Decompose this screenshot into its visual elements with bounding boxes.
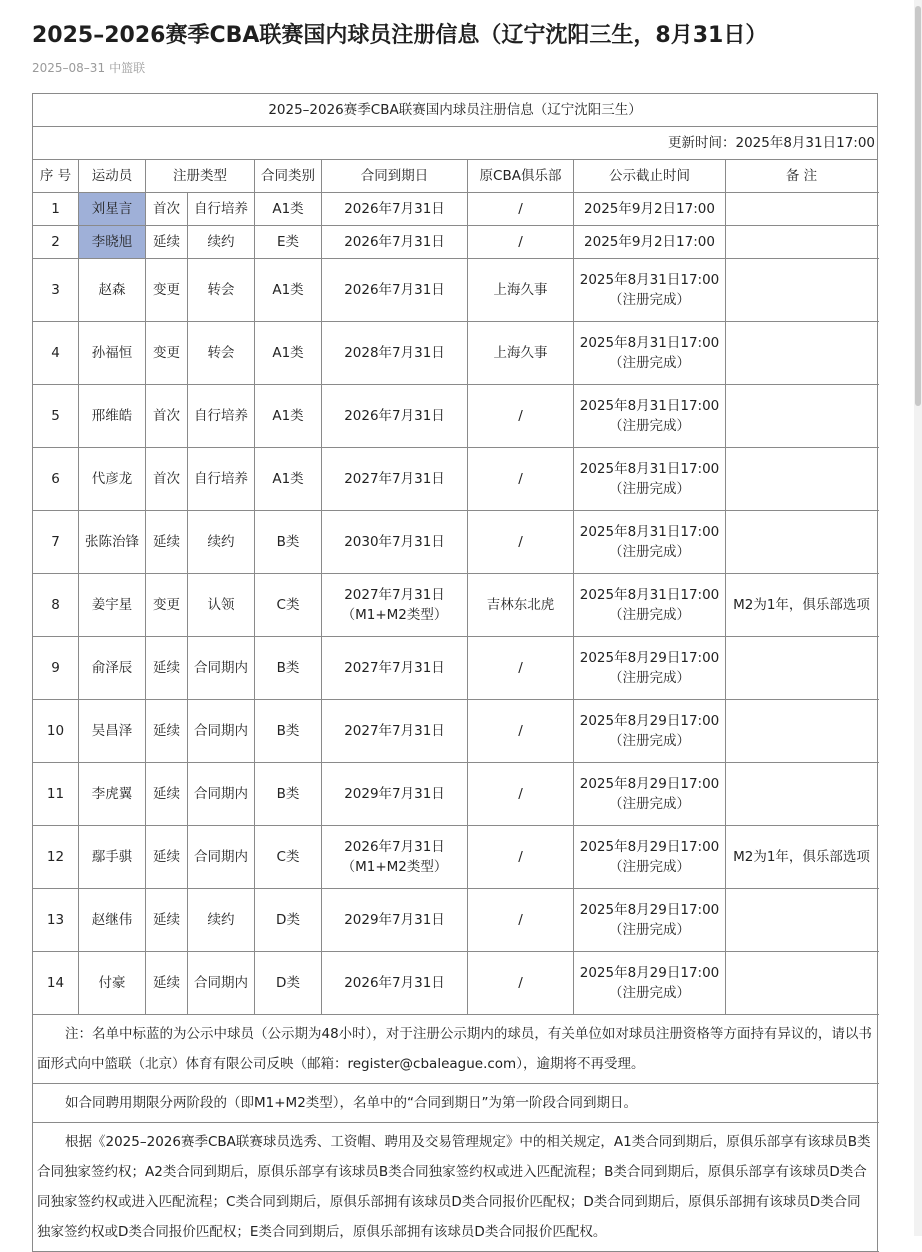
table-row bbox=[33, 322, 878, 385]
registration-type bbox=[146, 448, 255, 511]
row-number: 9 bbox=[33, 637, 79, 700]
contract-expiry bbox=[322, 511, 468, 574]
contract-type: A1类 bbox=[255, 448, 322, 511]
row-number: 14 bbox=[33, 952, 79, 1015]
table-row bbox=[33, 826, 878, 889]
table-row bbox=[33, 952, 878, 1015]
contract-type: B类 bbox=[255, 637, 322, 700]
registration-type bbox=[146, 826, 255, 889]
header-registration-type: 注册类型 bbox=[146, 160, 255, 193]
publication-deadline bbox=[574, 826, 726, 889]
contract-type: A1类 bbox=[255, 385, 322, 448]
row-number: 8 bbox=[33, 574, 79, 637]
publication-deadline-line1: 2025年8月29日17:00 bbox=[579, 776, 720, 792]
player-name: 孙福恒 bbox=[79, 322, 146, 385]
former-club: 上海久事 bbox=[468, 322, 574, 385]
header-contract-expiry: 合同到期日 bbox=[322, 160, 468, 193]
publication-deadline-line1: 2025年8月29日17:00 bbox=[579, 965, 720, 981]
table-row bbox=[33, 700, 878, 763]
former-club: / bbox=[468, 826, 574, 889]
publication-deadline bbox=[574, 259, 726, 322]
publication-deadline-line2: （注册完成） bbox=[609, 922, 690, 938]
registration-detail: 合同期内 bbox=[194, 975, 248, 991]
note-row bbox=[33, 1084, 878, 1123]
remarks bbox=[726, 511, 878, 574]
registration-kind: 首次 bbox=[146, 385, 188, 447]
remarks: M2为1年，俱乐部选项 bbox=[726, 574, 878, 637]
remarks bbox=[726, 193, 878, 226]
registration-detail: 转会 bbox=[207, 345, 235, 361]
remarks bbox=[726, 385, 878, 448]
header-contract-type: 合同类别 bbox=[255, 160, 322, 193]
contract-expiry bbox=[322, 637, 468, 700]
contract-expiry bbox=[322, 763, 468, 826]
player-name: 鄢手骐 bbox=[79, 826, 146, 889]
registration-kind: 变更 bbox=[146, 322, 188, 384]
registration-kind: 延续 bbox=[146, 826, 188, 888]
publication-deadline bbox=[574, 889, 726, 952]
remarks bbox=[726, 763, 878, 826]
registration-detail: 认领 bbox=[207, 597, 235, 613]
header-player: 运动员 bbox=[79, 160, 146, 193]
publication-deadline-line1: 2025年8月29日17:00 bbox=[579, 839, 720, 855]
scrollbar-track[interactable] bbox=[914, 0, 922, 1236]
registration-detail: 续约 bbox=[207, 234, 235, 250]
publication-deadline-line2: （注册完成） bbox=[609, 607, 690, 623]
table-row bbox=[33, 511, 878, 574]
contract-type: B类 bbox=[255, 763, 322, 826]
registration-detail: 自行培养 bbox=[194, 201, 248, 217]
contract-expiry-line2: （M1+M2类型） bbox=[341, 859, 448, 875]
contract-expiry bbox=[322, 193, 468, 226]
remarks bbox=[726, 259, 878, 322]
registration-kind: 首次 bbox=[146, 448, 188, 510]
registration-type bbox=[146, 259, 255, 322]
former-club: / bbox=[468, 763, 574, 826]
table-row bbox=[33, 763, 878, 826]
contract-type: E类 bbox=[255, 226, 322, 259]
former-club: / bbox=[468, 226, 574, 259]
registration-detail: 自行培养 bbox=[194, 471, 248, 487]
row-number: 11 bbox=[33, 763, 79, 826]
contract-expiry bbox=[322, 889, 468, 952]
former-club: / bbox=[468, 193, 574, 226]
table-row bbox=[33, 193, 878, 226]
registration-detail: 合同期内 bbox=[194, 723, 248, 739]
publication-deadline-line2: （注册完成） bbox=[609, 733, 690, 749]
header-no: 序 号 bbox=[33, 160, 79, 193]
former-club: / bbox=[468, 448, 574, 511]
publication-deadline-line1: 2025年8月31日17:00 bbox=[579, 524, 720, 540]
publication-deadline-line1: 2025年8月29日17:00 bbox=[579, 902, 720, 918]
former-club: 吉林东北虎 bbox=[468, 574, 574, 637]
publication-deadline bbox=[574, 574, 726, 637]
publication-deadline-line2: （注册完成） bbox=[609, 985, 690, 1001]
note-content: 如合同聘用期限分两阶段的（即M1+M2类型），名单中的“合同到期日”为第一阶段合同到期日。 bbox=[65, 1095, 638, 1111]
row-number: 1 bbox=[33, 193, 79, 226]
registration-type bbox=[146, 889, 255, 952]
contract-type: B类 bbox=[255, 700, 322, 763]
player-name: 张陈治锋 bbox=[79, 511, 146, 574]
header-former-club: 原CBA俱乐部 bbox=[468, 160, 574, 193]
registration-kind: 首次 bbox=[146, 193, 188, 225]
publication-deadline-line1: 2025年8月31日17:00 bbox=[579, 272, 720, 288]
registration-type bbox=[146, 700, 255, 763]
publication-deadline bbox=[574, 226, 726, 259]
contract-expiry bbox=[322, 700, 468, 763]
note-text bbox=[33, 1015, 878, 1084]
registration-detail: 自行培养 bbox=[194, 408, 248, 424]
contract-expiry bbox=[322, 385, 468, 448]
publication-deadline bbox=[574, 193, 726, 226]
registration-type bbox=[146, 574, 255, 637]
contract-expiry bbox=[322, 826, 468, 889]
contract-type: B类 bbox=[255, 511, 322, 574]
contract-expiry-line1: 2029年7月31日 bbox=[344, 786, 445, 802]
registration-kind: 延续 bbox=[146, 511, 188, 573]
contract-expiry bbox=[322, 226, 468, 259]
registration-kind: 变更 bbox=[146, 259, 188, 321]
note-text bbox=[33, 1084, 878, 1123]
row-number: 3 bbox=[33, 259, 79, 322]
publication-deadline-line2: （注册完成） bbox=[609, 355, 690, 371]
contract-expiry-line1: 2026年7月31日 bbox=[344, 234, 445, 250]
player-name: 赵继伟 bbox=[79, 889, 146, 952]
contract-type: A1类 bbox=[255, 259, 322, 322]
player-name: 吴昌泽 bbox=[79, 700, 146, 763]
remarks: M2为1年，俱乐部选项 bbox=[726, 826, 878, 889]
table-row bbox=[33, 637, 878, 700]
update-value: 2025年8月31日17:00 bbox=[735, 135, 876, 151]
table-row bbox=[33, 574, 878, 637]
player-name: 李虎翼 bbox=[79, 763, 146, 826]
publication-deadline bbox=[574, 385, 726, 448]
former-club: / bbox=[468, 700, 574, 763]
publication-deadline-line2: （注册完成） bbox=[609, 670, 690, 686]
update-label: 更新时间： bbox=[667, 135, 736, 151]
registration-detail: 合同期内 bbox=[194, 660, 248, 676]
table-row bbox=[33, 259, 878, 322]
publication-deadline-line1: 2025年8月31日17:00 bbox=[579, 335, 720, 351]
update-time bbox=[33, 127, 878, 160]
remarks bbox=[726, 952, 878, 1015]
contract-expiry-line1: 2026年7月31日 bbox=[344, 282, 445, 298]
contract-type: C类 bbox=[255, 826, 322, 889]
registration-type bbox=[146, 385, 255, 448]
contract-expiry bbox=[322, 259, 468, 322]
contract-expiry-line1: 2026年7月31日 bbox=[344, 201, 445, 217]
row-number: 6 bbox=[33, 448, 79, 511]
table-row bbox=[33, 385, 878, 448]
contract-expiry-line1: 2026年7月31日 bbox=[344, 408, 445, 424]
registration-detail: 转会 bbox=[207, 282, 235, 298]
player-name: 姜宇星 bbox=[79, 574, 146, 637]
contract-expiry-line1: 2026年7月31日 bbox=[344, 839, 445, 855]
table-row bbox=[33, 889, 878, 952]
update-time-row bbox=[33, 127, 878, 160]
registration-type bbox=[146, 637, 255, 700]
note-content: 注：名单中标蓝的为公示中球员（公示期为48小时），对于注册公示期内的球员，有关单位如对球员注册资格等方面持有异议的，请以书面形式向中篮联（北京）体育有限公司反映（邮箱：register@cbaleague.com），逾期将不再受理。 bbox=[37, 1026, 872, 1072]
publication-deadline-line2: （注册完成） bbox=[609, 481, 690, 497]
row-number: 13 bbox=[33, 889, 79, 952]
registration-detail: 合同期内 bbox=[194, 786, 248, 802]
note-text bbox=[33, 1123, 878, 1252]
remarks bbox=[726, 322, 878, 385]
contract-expiry-line1: 2029年7月31日 bbox=[344, 912, 445, 928]
contract-expiry bbox=[322, 322, 468, 385]
contract-type: D类 bbox=[255, 952, 322, 1015]
registration-type bbox=[146, 763, 255, 826]
header-row bbox=[33, 160, 878, 193]
former-club: / bbox=[468, 637, 574, 700]
player-name: 李晓旭 bbox=[79, 226, 146, 259]
contract-type: D类 bbox=[255, 889, 322, 952]
player-name: 俞泽辰 bbox=[79, 637, 146, 700]
registration-type bbox=[146, 952, 255, 1015]
player-name: 付豪 bbox=[79, 952, 146, 1015]
contract-type: C类 bbox=[255, 574, 322, 637]
former-club: 上海久事 bbox=[468, 259, 574, 322]
former-club: / bbox=[468, 889, 574, 952]
remarks bbox=[726, 448, 878, 511]
registration-kind: 延续 bbox=[146, 700, 188, 762]
registration-detail: 合同期内 bbox=[194, 849, 248, 865]
publication-deadline-line1: 2025年8月31日17:00 bbox=[579, 587, 720, 603]
former-club: / bbox=[468, 385, 574, 448]
publication-deadline bbox=[574, 322, 726, 385]
publication-deadline bbox=[574, 511, 726, 574]
registration-kind: 延续 bbox=[146, 889, 188, 951]
row-number: 10 bbox=[33, 700, 79, 763]
contract-expiry-line1: 2027年7月31日 bbox=[344, 723, 445, 739]
scrollbar-thumb[interactable] bbox=[915, 6, 921, 406]
registration-type bbox=[146, 193, 255, 226]
row-number: 4 bbox=[33, 322, 79, 385]
table-title: 2025–2026赛季CBA联赛国内球员注册信息（辽宁沈阳三生） bbox=[33, 94, 878, 127]
registration-table bbox=[32, 93, 878, 1252]
publication-deadline-line2: （注册完成） bbox=[609, 544, 690, 560]
publication-deadline-line2: （注册完成） bbox=[609, 796, 690, 812]
former-club: / bbox=[468, 511, 574, 574]
publication-deadline-line1: 2025年8月29日17:00 bbox=[579, 650, 720, 666]
contract-expiry bbox=[322, 574, 468, 637]
note-row bbox=[33, 1015, 878, 1084]
article-source[interactable]: 中篮联 bbox=[109, 61, 146, 75]
publication-deadline-line2: （注册完成） bbox=[609, 292, 690, 308]
publication-deadline-line2: （注册完成） bbox=[609, 859, 690, 875]
registration-kind: 延续 bbox=[146, 226, 188, 258]
publication-deadline bbox=[574, 637, 726, 700]
contract-expiry-line1: 2027年7月31日 bbox=[344, 471, 445, 487]
player-name: 刘星言 bbox=[79, 193, 146, 226]
note-content: 根据《2025–2026赛季CBA联赛球员选秀、工资帽、聘用及交易管理规定》中的相关规定，A1类合同到期后，原俱乐部享有该球员B类合同独家签约权；A2类合同到期后，原俱乐部享有该球员B类合同独家签约权或进入匹配流程；B类合同到期后，原俱乐部享有该球员D类合同独家签约权或进入匹配流程；C类合同到期后，原俱乐部拥有该球员D类合同报价匹配权；D类合同到期后，原俱乐部拥有该球员D类合同独家签约权或D类合同报价匹配权；E类合同到期后，原俱乐部拥有该球员D类合同报价匹配权。 bbox=[37, 1134, 871, 1240]
publication-deadline-line1: 2025年8月29日17:00 bbox=[579, 713, 720, 729]
contract-expiry-line2: （M1+M2类型） bbox=[341, 607, 448, 623]
remarks bbox=[726, 700, 878, 763]
remarks bbox=[726, 226, 878, 259]
remarks bbox=[726, 889, 878, 952]
contract-expiry-line1: 2028年7月31日 bbox=[344, 345, 445, 361]
publication-deadline-line1: 2025年8月31日17:00 bbox=[579, 398, 720, 414]
article-meta bbox=[32, 60, 149, 76]
contract-type: A1类 bbox=[255, 322, 322, 385]
remarks bbox=[726, 637, 878, 700]
contract-expiry-line1: 2027年7月31日 bbox=[344, 587, 445, 603]
player-name: 赵森 bbox=[79, 259, 146, 322]
note-row bbox=[33, 1123, 878, 1252]
registration-type bbox=[146, 322, 255, 385]
registration-kind: 延续 bbox=[146, 763, 188, 825]
publication-deadline bbox=[574, 763, 726, 826]
row-number: 5 bbox=[33, 385, 79, 448]
publication-deadline-line1: 2025年8月31日17:00 bbox=[579, 461, 720, 477]
publication-deadline bbox=[574, 448, 726, 511]
contract-expiry-line1: 2027年7月31日 bbox=[344, 660, 445, 676]
publication-deadline-line1: 2025年9月2日17:00 bbox=[584, 234, 715, 250]
registration-kind: 变更 bbox=[146, 574, 188, 636]
row-number: 7 bbox=[33, 511, 79, 574]
publication-deadline-line2: （注册完成） bbox=[609, 418, 690, 434]
table-title-row bbox=[33, 94, 878, 127]
registration-kind: 延续 bbox=[146, 952, 188, 1014]
registration-detail: 续约 bbox=[207, 534, 235, 550]
publication-deadline bbox=[574, 952, 726, 1015]
registration-type bbox=[146, 226, 255, 259]
row-number: 2 bbox=[33, 226, 79, 259]
registration-detail: 续约 bbox=[207, 912, 235, 928]
row-number: 12 bbox=[33, 826, 79, 889]
contract-expiry bbox=[322, 448, 468, 511]
header-remarks: 备 注 bbox=[726, 160, 878, 193]
contract-expiry bbox=[322, 952, 468, 1015]
contract-expiry-line1: 2030年7月31日 bbox=[344, 534, 445, 550]
former-club: / bbox=[468, 952, 574, 1015]
table-row bbox=[33, 226, 878, 259]
publication-deadline-line1: 2025年9月2日17:00 bbox=[584, 201, 715, 217]
table-row bbox=[33, 448, 878, 511]
registration-kind: 延续 bbox=[146, 637, 188, 699]
contract-type: A1类 bbox=[255, 193, 322, 226]
contract-expiry-line1: 2026年7月31日 bbox=[344, 975, 445, 991]
publication-deadline bbox=[574, 700, 726, 763]
article-date: 2025–08–31 bbox=[32, 61, 106, 75]
registration-type bbox=[146, 511, 255, 574]
article-title: 2025–2026赛季CBA联赛国内球员注册信息（辽宁沈阳三生，8月31日） bbox=[32, 23, 768, 48]
player-name: 邢维皓 bbox=[79, 385, 146, 448]
header-publication-deadline: 公示截止时间 bbox=[574, 160, 726, 193]
player-name: 代彦龙 bbox=[79, 448, 146, 511]
